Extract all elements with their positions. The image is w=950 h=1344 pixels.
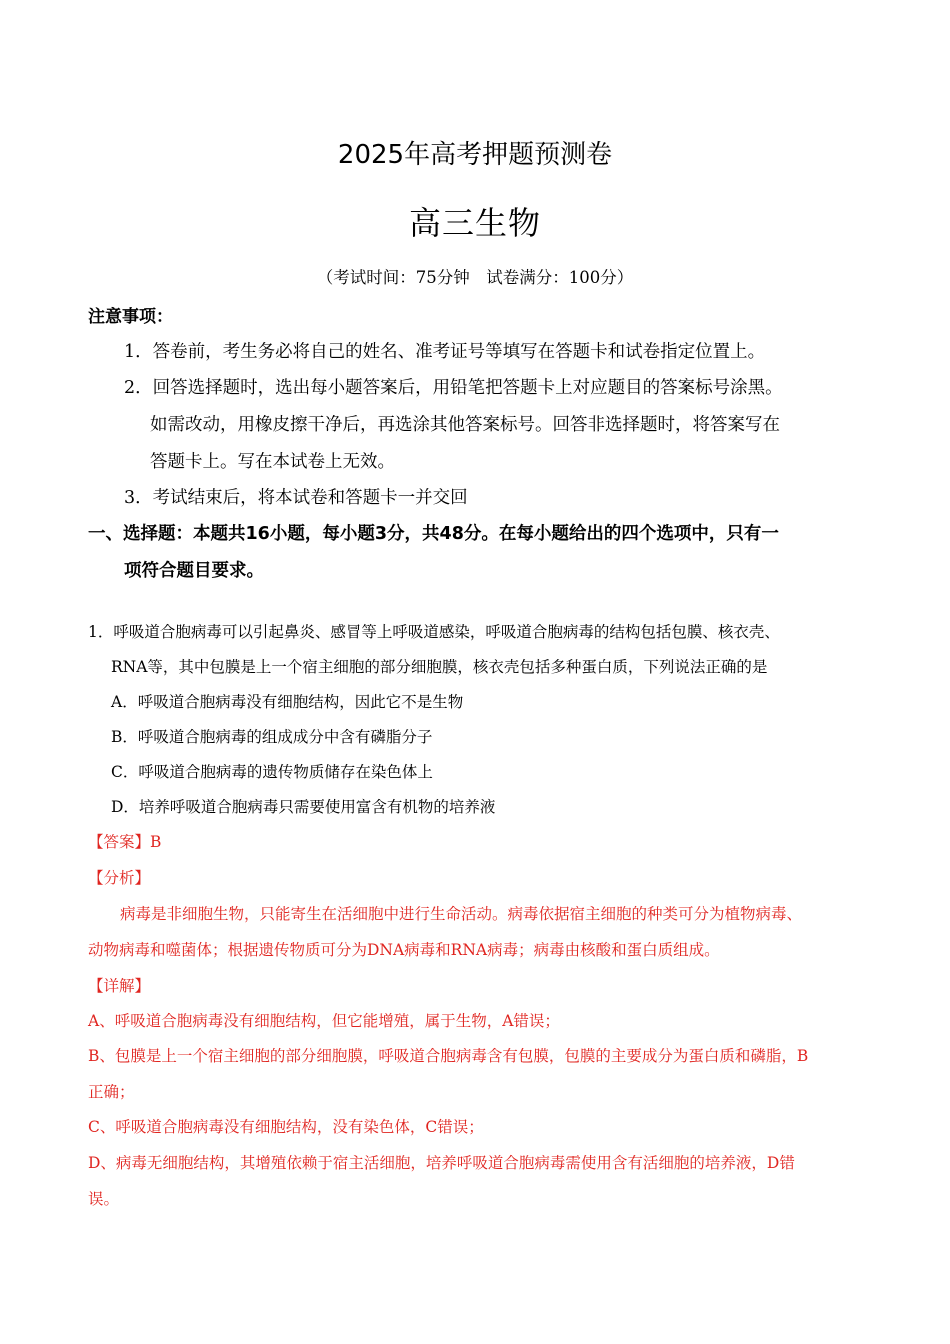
notice-item-2-cont1: 如需改动，用橡皮擦干净后，再选涂其他答案标号。回答非选择题时，将答案写在 [150, 415, 780, 435]
detail-line-c: C、呼吸道合胞病毒没有细胞结构，没有染色体，C错误； [88, 1118, 484, 1136]
detail-label: 【详解】 [88, 977, 151, 995]
analysis-label: 【分析】 [88, 869, 151, 887]
exam-info: （考试时间：75分钟 试卷满分：100分） [316, 268, 634, 287]
detail-line-d: D、病毒无细胞结构，其增殖依赖于宿主活细胞，培养呼吸道合胞病毒需使用含有活细胞的培养液，D错 [88, 1154, 795, 1172]
answer-label: 【答案】B [88, 833, 162, 851]
question-1-option-c: C．呼吸道合胞病毒的遗传物质储存在染色体上 [111, 763, 433, 781]
analysis-line2: 动物病毒和噬菌体；根据遗传物质可分为DNA病毒和RNA病毒；病毒由核酸和蛋白质组成。 [88, 941, 720, 959]
notice-heading: 注意事项： [88, 307, 173, 327]
question-1-option-d: D．培养呼吸道合胞病毒只需要使用富含有机物的培养液 [111, 798, 496, 816]
notice-item-3: 3．考试结束后，将本试卷和答题卡一并交回 [124, 488, 468, 508]
question-1-stem-line2: RNA等，其中包膜是上一个宿主细胞的部分细胞膜，核衣壳包括多种蛋白质，下列说法正确的是 [111, 658, 768, 676]
notice-item-1: 1．答卷前，考生务必将自己的姓名、准考证号等填写在答题卡和试卷指定位置上。 [124, 342, 766, 362]
question-1-option-b: B．呼吸道合胞病毒的组成成分中含有磷脂分子 [111, 728, 433, 746]
question-1-option-a: A．呼吸道合胞病毒没有细胞结构，因此它不是生物 [111, 693, 464, 711]
question-1-stem-line1: 1．呼吸道合胞病毒可以引起鼻炎、感冒等上呼吸道感染，呼吸道合胞病毒的结构包括包膜、核衣壳、 [88, 623, 780, 641]
exam-title: 2025年高考押题预测卷 [337, 140, 613, 170]
notice-item-2: 2．回答选择题时，选出每小题答案后，用铅笔把答题卡上对应题目的答案标号涂黑。 [124, 378, 783, 398]
section-heading-line2: 项符合题目要求。 [124, 561, 264, 581]
detail-line-a: A、呼吸道合胞病毒没有细胞结构，但它能增殖，属于生物，A错误； [88, 1012, 560, 1030]
detail-line-b-cont: 正确； [88, 1083, 135, 1101]
subject-title: 高三生物 [408, 204, 541, 242]
analysis-line1: 病毒是非细胞生物，只能寄生在活细胞中进行生命活动。病毒依据宿主细胞的种类可分为植物病毒、 [120, 905, 803, 923]
notice-item-2-cont2: 答题卡上。写在本试卷上无效。 [150, 452, 395, 472]
detail-line-b: B、包膜是上一个宿主细胞的部分细胞膜，呼吸道合胞病毒含有包膜，包膜的主要成分为蛋白质和磷脂，B [88, 1047, 809, 1065]
section-heading-line1: 一、选择题：本题共16小题，每小题3分，共48分。在每小题给出的四个选项中，只有一 [88, 524, 779, 544]
detail-line-d-cont: 误。 [88, 1190, 120, 1208]
